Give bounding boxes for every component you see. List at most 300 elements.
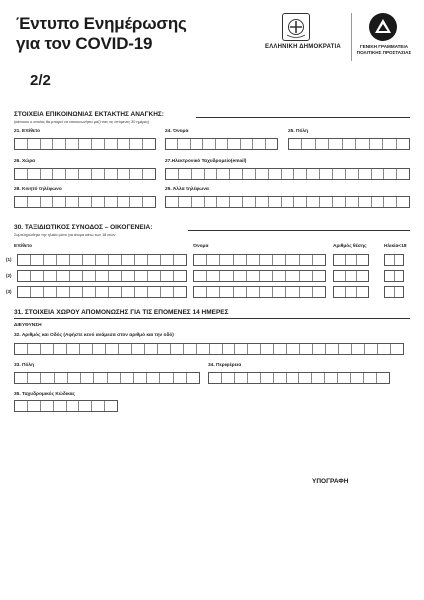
char-cell[interactable] [333,197,346,207]
char-cell[interactable] [273,287,286,297]
section-rule [14,318,410,319]
char-cell[interactable] [96,255,109,265]
char-cell[interactable] [121,373,134,383]
char-cell[interactable] [67,344,80,354]
char-cell[interactable] [313,271,325,281]
char-cell[interactable] [44,287,57,297]
char-cell[interactable] [66,197,79,207]
header-divider [351,13,352,61]
char-cell[interactable] [274,373,287,383]
label-34: 34. Περιφέρεια [208,363,242,368]
char-cell[interactable] [223,344,236,354]
char-cell[interactable] [15,344,28,354]
char-cell[interactable] [41,373,54,383]
char-cell[interactable] [92,169,105,179]
char-cell[interactable] [187,373,199,383]
char-cell[interactable] [105,139,118,149]
char-cell[interactable] [307,197,320,207]
section-rule [196,117,410,118]
char-cell[interactable] [79,139,92,149]
char-cell[interactable] [44,271,57,281]
char-cell[interactable] [287,373,300,383]
char-cell[interactable] [161,287,174,297]
char-cell[interactable] [96,271,109,281]
label-33: 33. Πόλη [14,363,34,368]
char-cell[interactable] [54,401,67,411]
char-cell[interactable] [320,197,333,207]
char-cell[interactable] [174,255,186,265]
companion-seat-field[interactable] [333,286,369,298]
char-cell[interactable] [217,197,230,207]
char-cell[interactable] [346,197,359,207]
char-cell[interactable] [205,169,218,179]
char-cell[interactable] [234,271,247,281]
char-cell[interactable] [15,169,28,179]
char-cell[interactable] [307,169,320,179]
char-cell[interactable] [395,271,404,281]
label-32: 32. Αριθμός και Οδός (Αφήστε κενό ανάμεσα στον αριθμό και την οδό) [14,333,174,338]
char-cell[interactable] [134,373,147,383]
char-cell[interactable] [372,169,385,179]
col-name: Όνομα [193,244,209,249]
char-cell[interactable] [57,271,70,281]
char-cell[interactable] [148,287,161,297]
char-cell[interactable] [130,169,143,179]
country-field[interactable] [14,168,156,180]
char-cell[interactable] [395,255,404,265]
char-cell[interactable] [334,287,346,297]
char-cell[interactable] [207,271,220,281]
char-cell[interactable] [286,255,299,265]
char-cell[interactable] [313,344,326,354]
char-cell[interactable] [81,373,94,383]
char-cell[interactable] [230,197,243,207]
char-cell[interactable] [166,169,179,179]
char-cell[interactable] [357,271,368,281]
char-cell[interactable] [28,373,41,383]
row-number: (2) [6,273,12,278]
char-cell[interactable] [148,255,161,265]
char-cell[interactable] [256,169,269,179]
form-title-line1: Έντυπο Ενημέρωσης [16,14,187,33]
civil-protection-logo-icon [369,13,397,41]
greek-emblem-icon [282,13,310,41]
char-cell[interactable] [15,139,28,149]
char-cell[interactable] [357,255,368,265]
char-cell[interactable] [357,287,368,297]
char-cell[interactable] [194,271,207,281]
char-cell[interactable] [132,344,145,354]
char-cell[interactable] [205,197,218,207]
char-cell[interactable] [148,271,161,281]
char-cell[interactable] [333,169,346,179]
char-cell[interactable] [31,271,44,281]
char-cell[interactable] [83,271,96,281]
char-cell[interactable] [397,139,409,149]
char-cell[interactable] [385,271,395,281]
char-cell[interactable] [158,344,171,354]
char-cell[interactable] [282,169,295,179]
char-cell[interactable] [67,401,80,411]
char-cell[interactable] [269,169,282,179]
name-field[interactable] [165,138,278,150]
char-cell[interactable] [109,287,122,297]
postal-code-field[interactable] [14,400,118,412]
char-cell[interactable] [15,373,28,383]
char-cell[interactable] [135,255,148,265]
char-cell[interactable] [83,287,96,297]
char-cell[interactable] [15,197,28,207]
char-cell[interactable] [70,287,83,297]
char-cell[interactable] [300,255,313,265]
char-cell[interactable] [247,271,260,281]
char-cell[interactable] [194,255,207,265]
char-cell[interactable] [294,169,307,179]
char-cell[interactable] [273,271,286,281]
char-cell[interactable] [234,255,247,265]
char-cell[interactable] [247,255,260,265]
char-cell[interactable] [370,139,383,149]
char-cell[interactable] [356,139,369,149]
street-address-field[interactable] [14,343,404,355]
char-cell[interactable] [274,344,287,354]
char-cell[interactable] [174,373,187,383]
char-cell[interactable] [191,139,203,149]
char-cell[interactable] [108,373,121,383]
char-cell[interactable] [260,271,273,281]
companion-surname-field[interactable] [17,270,187,282]
char-cell[interactable] [70,271,83,281]
char-cell[interactable] [44,255,57,265]
label-27: 27.Ηλεκτρονικό Ταχυδρομείο(email) [165,159,247,164]
companion-age-field[interactable] [384,254,404,266]
char-cell[interactable] [372,197,385,207]
char-cell[interactable] [122,271,135,281]
char-cell[interactable] [334,271,346,281]
page-number: 2/2 [30,72,51,89]
char-cell[interactable] [18,287,31,297]
char-cell[interactable] [118,169,131,179]
char-cell[interactable] [287,344,300,354]
char-cell[interactable] [147,373,160,383]
char-cell[interactable] [122,287,135,297]
char-cell[interactable] [230,169,243,179]
char-cell[interactable] [269,197,282,207]
char-cell[interactable] [41,139,54,149]
civil-protection-name [356,44,412,55]
char-cell[interactable] [41,169,54,179]
companion-name-field[interactable] [193,270,326,282]
char-cell[interactable] [207,255,220,265]
char-cell[interactable] [241,139,253,149]
companion-surname-field[interactable] [17,286,187,298]
char-cell[interactable] [282,197,295,207]
emergency-section-subtitle: (κάποιου ο οποίος θα μπορεί να επικοινωνήσει μαζί σας τις επόμενες 30 ημέρες) [14,120,150,124]
char-cell[interactable] [256,197,269,207]
char-cell[interactable] [143,139,155,149]
char-cell[interactable] [109,271,122,281]
char-cell[interactable] [384,169,397,179]
companions-section-title: 30. ΤΑΞΙΔΙΩΤΙΚΟΣ ΣΥΝΟΔΟΣ – ΟΙΚΟΓΕΝΕΙΑ: [14,224,153,231]
char-cell[interactable] [80,344,93,354]
char-cell[interactable] [130,139,143,149]
char-cell[interactable] [105,169,118,179]
isolation-city-field[interactable] [14,372,200,384]
char-cell[interactable] [130,197,143,207]
char-cell[interactable] [15,401,28,411]
char-cell[interactable] [53,169,66,179]
char-cell[interactable] [161,255,174,265]
other-phones-field[interactable] [165,196,410,208]
col-seat: Αριθμός θέσης [333,244,367,249]
char-cell[interactable] [346,169,359,179]
char-cell[interactable] [261,344,274,354]
char-cell[interactable] [248,344,261,354]
char-cell[interactable] [122,255,135,265]
char-cell[interactable] [395,287,404,297]
companion-seat-field[interactable] [333,270,369,282]
signature-label: ΥΠΟΓΡΑΦΗ [312,478,349,485]
char-cell[interactable] [289,139,302,149]
char-cell[interactable] [261,373,274,383]
char-cell[interactable] [92,139,105,149]
companion-name-field[interactable] [193,254,326,266]
char-cell[interactable] [339,344,352,354]
char-cell[interactable] [79,197,92,207]
char-cell[interactable] [57,255,70,265]
char-cell[interactable] [179,197,192,207]
char-cell[interactable] [197,344,210,354]
char-cell[interactable] [316,139,329,149]
char-cell[interactable] [41,197,54,207]
char-cell[interactable] [53,139,66,149]
government-name: ΕΛΛΗΝΙΚΗ ΔΗΜΟΚΡΑΤΙΑ [265,44,341,50]
char-cell[interactable] [109,255,122,265]
char-cell[interactable] [220,271,233,281]
char-cell[interactable] [106,344,119,354]
char-cell[interactable] [385,255,395,265]
char-cell[interactable] [243,197,256,207]
char-cell[interactable] [346,287,358,297]
char-cell[interactable] [70,255,83,265]
char-cell[interactable] [171,344,184,354]
char-cell[interactable] [383,139,396,149]
char-cell[interactable] [234,287,247,297]
label-35: 35. Ταχυδρομικός Κώδικας [14,392,76,397]
char-cell[interactable] [346,271,358,281]
char-cell[interactable] [93,344,106,354]
char-cell[interactable] [54,344,67,354]
char-cell[interactable] [68,373,81,383]
char-cell[interactable] [145,344,158,354]
char-cell[interactable] [18,255,31,265]
char-cell[interactable] [18,271,31,281]
char-cell[interactable] [210,344,223,354]
char-cell[interactable] [174,271,186,281]
civil-protection-line1: ΓΕΝΙΚΗ ΓΡΑΜΜΑΤΕΙΑ [359,44,409,49]
char-cell[interactable] [31,255,44,265]
char-cell[interactable] [359,197,372,207]
char-cell[interactable] [57,287,70,297]
char-cell[interactable] [260,255,273,265]
char-cell[interactable] [166,139,178,149]
label-28: 28. Κινητό τηλέφωνο [14,187,62,192]
char-cell[interactable] [294,197,307,207]
isolation-section-title: 31. ΣΤΟΙΧΕΙΑ ΧΩΡΟΥ ΑΠΟΜΟΝΩΣΗΣ ΓΙΑ ΤΙΣ ΕΠΟΜΕΝΕΣ 14 ΗΜΕΡΕΣ [14,309,229,316]
char-cell[interactable] [220,287,233,297]
label-21: 21. Επίθετο [14,129,41,134]
char-cell[interactable] [192,169,205,179]
civil-protection-line2: ΠΟΛΙΤΙΚΗΣ ΠΡΟΣΤΑΣΙΑΣ [356,49,412,55]
char-cell[interactable] [28,344,41,354]
char-cell[interactable] [235,344,248,354]
char-cell[interactable] [135,287,148,297]
char-cell[interactable] [41,401,54,411]
char-cell[interactable] [346,255,358,265]
emergency-section-title: ΣΤΟΙΧΕΙΑ ΕΠΙΚΟΙΝΩΝΙΑΣ ΕΚΤΑΚΤΗΣ ΑΝΑΓΚΗΣ: [14,111,164,118]
char-cell[interactable] [222,373,235,383]
email-field[interactable] [165,168,410,180]
char-cell[interactable] [397,169,409,179]
char-cell[interactable] [351,373,364,383]
char-cell[interactable] [273,255,286,265]
char-cell[interactable] [312,373,325,383]
char-cell[interactable] [378,344,391,354]
char-cell[interactable] [300,344,313,354]
char-cell[interactable] [66,139,79,149]
char-cell[interactable] [105,401,117,411]
form-title-line2: για τον COVID-19 [16,34,153,53]
label-26: 26. Χώρα [14,159,36,164]
char-cell[interactable] [248,373,261,383]
char-cell[interactable] [338,373,351,383]
char-cell[interactable] [247,287,260,297]
col-age: Ηλικία<18 [384,244,407,249]
section-rule [188,230,410,231]
char-cell[interactable] [391,344,403,354]
char-cell[interactable] [194,287,207,297]
char-cell[interactable] [377,373,389,383]
char-cell[interactable] [228,139,240,149]
char-cell[interactable] [352,344,365,354]
char-cell[interactable] [28,401,41,411]
char-cell[interactable] [235,373,248,383]
char-cell[interactable] [41,344,54,354]
surname-field[interactable] [14,138,156,150]
char-cell[interactable] [313,255,325,265]
companions-section-subtitle: Συμπληρώθηκε την ηλικία μόνο για άτομα κάτω των 18 ετών [14,233,116,237]
label-24: 24. Όνομα [165,129,189,134]
char-cell[interactable] [96,287,109,297]
city-field[interactable] [288,138,410,150]
char-cell[interactable] [79,169,92,179]
char-cell[interactable] [343,139,356,149]
char-cell[interactable] [359,169,372,179]
region-field[interactable] [208,372,390,384]
char-cell[interactable] [286,287,299,297]
char-cell[interactable] [220,255,233,265]
char-cell[interactable] [143,169,155,179]
char-cell[interactable] [209,373,222,383]
char-cell[interactable] [179,169,192,179]
char-cell[interactable] [143,197,155,207]
char-cell[interactable] [217,169,230,179]
char-cell[interactable] [118,139,131,149]
char-cell[interactable] [286,271,299,281]
char-cell[interactable] [329,139,342,149]
char-cell[interactable] [31,287,44,297]
char-cell[interactable] [260,287,273,297]
char-cell[interactable] [118,197,131,207]
row-number: (1) [6,257,12,262]
char-cell[interactable] [174,287,186,297]
char-cell[interactable] [105,197,118,207]
char-cell[interactable] [53,197,66,207]
char-cell[interactable] [334,255,346,265]
char-cell[interactable] [253,139,265,149]
char-cell[interactable] [83,255,96,265]
char-cell[interactable] [178,139,190,149]
char-cell[interactable] [55,373,68,383]
char-cell[interactable] [79,401,92,411]
char-cell[interactable] [365,344,378,354]
char-cell[interactable] [66,169,79,179]
char-cell[interactable] [192,197,205,207]
char-cell[interactable] [92,197,105,207]
char-cell[interactable] [313,287,325,297]
char-cell[interactable] [243,169,256,179]
char-cell[interactable] [135,271,148,281]
char-cell[interactable] [325,373,338,383]
char-cell[interactable] [28,169,41,179]
char-cell[interactable] [302,139,315,149]
companion-surname-field[interactable] [17,254,187,266]
char-cell[interactable] [92,401,105,411]
row-number: (3) [6,289,12,294]
char-cell[interactable] [397,197,409,207]
char-cell[interactable] [300,271,313,281]
char-cell[interactable] [94,373,107,383]
char-cell[interactable] [166,197,179,207]
mobile-phone-field[interactable] [14,196,156,208]
companion-age-field[interactable] [384,286,404,298]
char-cell[interactable] [119,344,132,354]
char-cell[interactable] [320,169,333,179]
companion-seat-field[interactable] [333,254,369,266]
companion-name-field[interactable] [193,286,326,298]
char-cell[interactable] [300,287,313,297]
char-cell[interactable] [326,344,339,354]
companion-age-field[interactable] [384,270,404,282]
char-cell[interactable] [160,373,173,383]
char-cell[interactable] [299,373,312,383]
col-surname: Επίθετο [14,244,33,249]
label-29: 29. Άλλα τηλέφωνα [165,187,209,192]
char-cell[interactable] [385,287,395,297]
char-cell[interactable] [207,287,220,297]
char-cell[interactable] [28,197,41,207]
address-heading: ΔΙΕΥΘΥΝΣΗ [14,323,42,328]
char-cell[interactable] [184,344,197,354]
char-cell[interactable] [203,139,215,149]
form-title [16,14,187,54]
char-cell[interactable] [28,139,41,149]
char-cell[interactable] [364,373,377,383]
char-cell[interactable] [384,197,397,207]
char-cell[interactable] [266,139,277,149]
char-cell[interactable] [161,271,174,281]
char-cell[interactable] [216,139,228,149]
